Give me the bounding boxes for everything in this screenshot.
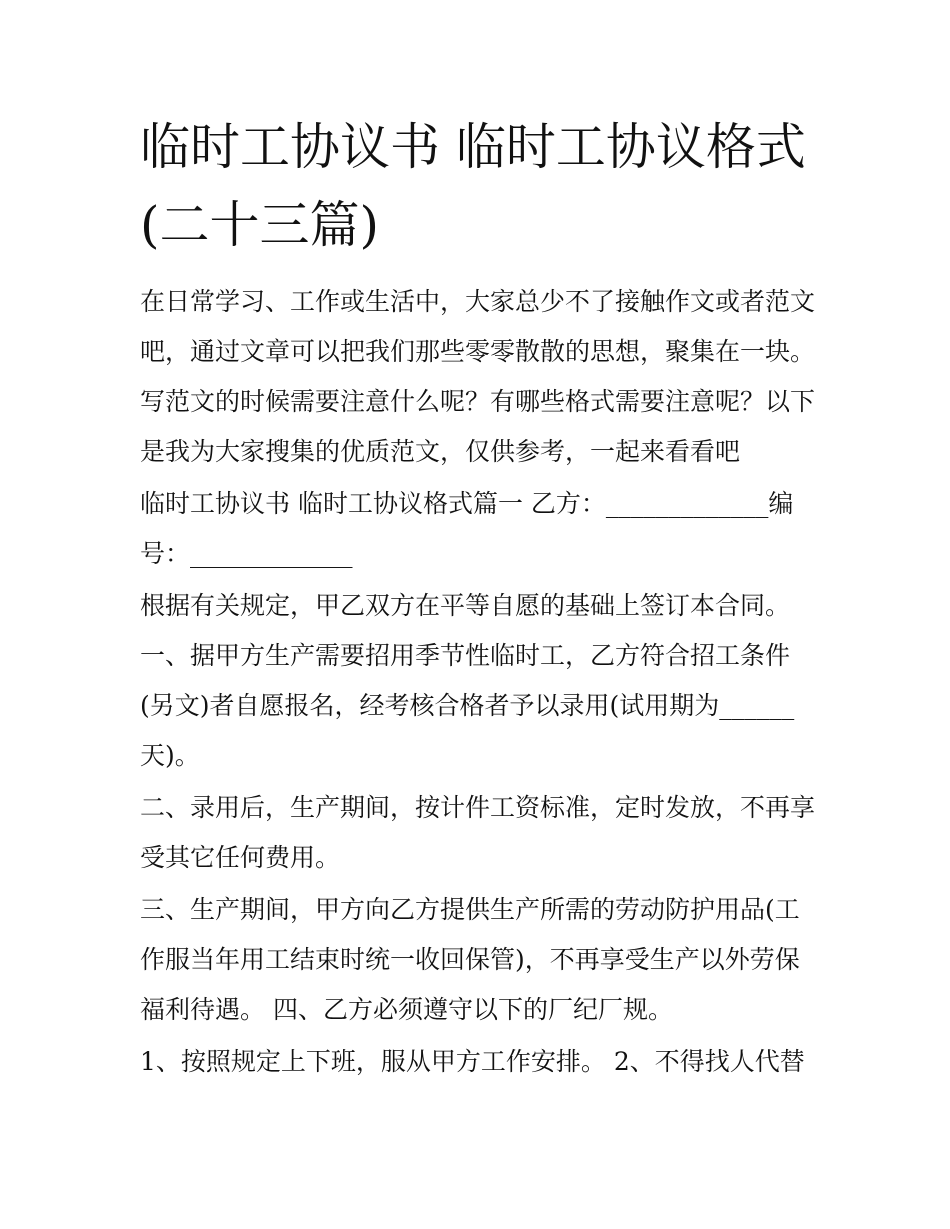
body-line: 临时工协议书 临时工协议格式篇一 乙方：_____________编 <box>140 489 794 518</box>
body-line: 号：_____________ <box>140 539 353 568</box>
document-title <box>140 108 840 264</box>
body-line: 作服当年用工结束时统一收回保管)，不再享受生产以外劳保 <box>140 945 800 974</box>
body-line: 是我为大家搜集的优质范文，仅供参考，一起来看看吧 <box>140 437 741 466</box>
body-line: 吧，通过文章可以把我们那些零零散散的思想，聚集在一块。 <box>140 337 816 366</box>
body-line: 1、按照规定上下班，服从甲方工作安排。 2、不得找人代替 <box>140 1047 805 1076</box>
body-line: 二、录用后，生产期间，按计件工资标准，定时发放，不再享 <box>140 793 816 822</box>
title-line-2: (二十三篇) <box>140 196 380 254</box>
body-line: 根据有关规定，甲乙双方在平等自愿的基础上签订本合同。 <box>140 591 791 620</box>
body-line: 在日常学习、工作或生活中，大家总少不了接触作文或者范文 <box>140 287 816 316</box>
body-line: 天)。 <box>140 741 200 770</box>
body-line: 一、据甲方生产需要招用季节性临时工，乙方符合招工条件 <box>140 641 791 670</box>
body-line: 写范文的时候需要注意什么呢？有哪些格式需要注意呢？以下 <box>140 387 816 416</box>
title-line-1: 临时工协议书 临时工协议格式 <box>140 118 806 176</box>
body-line: 福利待遇。 四、乙方必须遵守以下的厂纪厂规。 <box>140 995 673 1024</box>
body-line: 三、生产期间，甲方向乙方提供生产所需的劳动防护用品(工 <box>140 895 800 924</box>
body-line: (另文)者自愿报名，经考核合格者予以录用(试用期为______ <box>140 691 795 720</box>
body-line: 受其它任何费用。 <box>140 843 341 872</box>
